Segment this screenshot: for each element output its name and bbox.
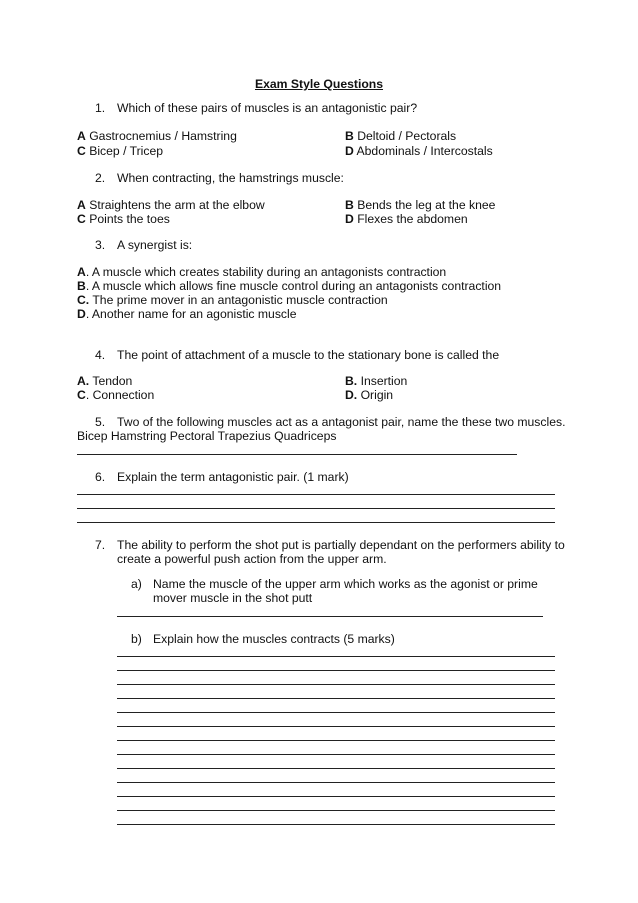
question-number: 2. bbox=[95, 171, 106, 185]
question-2 bbox=[95, 171, 344, 186]
q3-option-d: D. Another name for an agonistic muscle bbox=[77, 307, 297, 321]
question-1 bbox=[95, 101, 417, 116]
q3-option-c: C. The prime mover in an antagonistic muscle contraction bbox=[77, 293, 388, 307]
question-text: A synergist is: bbox=[117, 238, 193, 252]
question-7a bbox=[131, 577, 538, 592]
question-7-continued: create a powerful push action from the upper arm. bbox=[117, 552, 387, 566]
sub-question-text: Name the muscle of the upper arm which works as the agonist or prime bbox=[153, 577, 538, 591]
answer-line[interactable] bbox=[117, 810, 555, 811]
sub-question-text: Explain how the muscles contracts (5 marks) bbox=[153, 632, 395, 646]
question-text: The point of attachment of a muscle to the stationary bone is called the bbox=[117, 348, 500, 362]
answer-line[interactable] bbox=[77, 522, 555, 523]
question-number: 5. bbox=[95, 415, 106, 429]
question-text: When contracting, the hamstrings muscle: bbox=[117, 171, 344, 185]
q4-option-a: A. Tendon bbox=[77, 374, 133, 388]
answer-line[interactable] bbox=[77, 508, 555, 509]
answer-line[interactable] bbox=[117, 698, 555, 699]
q2-option-c: C Points the toes bbox=[77, 212, 170, 226]
question-number: 1. bbox=[95, 101, 106, 115]
q1-option-b: B Deltoid / Pectorals bbox=[345, 129, 457, 143]
sub-question-number: b) bbox=[131, 632, 142, 646]
answer-line[interactable] bbox=[117, 754, 555, 755]
answer-line[interactable] bbox=[117, 824, 555, 825]
question-number: 6. bbox=[95, 470, 106, 484]
question-4 bbox=[95, 348, 499, 363]
question-number: 4. bbox=[95, 348, 106, 362]
q1-option-d: D Abdominals / Intercostals bbox=[345, 144, 493, 158]
question-5 bbox=[95, 415, 565, 430]
question-7 bbox=[95, 538, 565, 553]
answer-line[interactable] bbox=[117, 616, 543, 617]
q3-option-b: B. A muscle which allows fine muscle control during an antagonists contraction bbox=[77, 279, 502, 293]
answer-line[interactable] bbox=[117, 684, 555, 685]
question-text: Which of these pairs of muscles is an antagonistic pair? bbox=[117, 101, 418, 115]
q4-option-d: D. Origin bbox=[345, 388, 394, 402]
question-3 bbox=[95, 238, 192, 253]
q4-option-c: C. Connection bbox=[77, 388, 155, 402]
answer-line[interactable] bbox=[117, 656, 555, 657]
question-number: 3. bbox=[95, 238, 106, 252]
muscle-list: Bicep Hamstring Pectoral Trapezius Quadriceps bbox=[77, 429, 337, 443]
answer-line[interactable] bbox=[117, 796, 555, 797]
question-text: Explain the term antagonistic pair. (1 mark) bbox=[117, 470, 349, 484]
answer-line[interactable] bbox=[117, 712, 555, 713]
q1-option-a: A Gastrocnemius / Hamstring bbox=[77, 129, 237, 143]
q1-option-c: C Bicep / Tricep bbox=[77, 144, 164, 158]
answer-line[interactable] bbox=[117, 768, 555, 769]
q2-option-b: B Bends the leg at the knee bbox=[345, 198, 496, 212]
page-title: Exam Style Questions bbox=[254, 77, 384, 91]
question-7a-continued: mover muscle in the shot putt bbox=[153, 591, 313, 605]
answer-line[interactable] bbox=[77, 454, 517, 455]
sub-question-number: a) bbox=[131, 577, 142, 591]
question-7b bbox=[131, 632, 395, 647]
q2-option-a: A Straightens the arm at the elbow bbox=[77, 198, 265, 212]
question-text: The ability to perform the shot put is partially dependant on the performers ability to bbox=[117, 538, 565, 552]
q3-option-a: A. A muscle which creates stability during an antagonists contraction bbox=[77, 265, 447, 279]
answer-line[interactable] bbox=[117, 782, 555, 783]
answer-line[interactable] bbox=[77, 494, 555, 495]
question-text: Two of the following muscles act as a antagonist pair, name the these two muscles. bbox=[117, 415, 566, 429]
answer-line[interactable] bbox=[117, 670, 555, 671]
q4-option-b: B. Insertion bbox=[345, 374, 408, 388]
question-number: 7. bbox=[95, 538, 106, 552]
q2-option-d: D Flexes the abdomen bbox=[345, 212, 468, 226]
answer-line[interactable] bbox=[117, 740, 555, 741]
answer-line[interactable] bbox=[117, 726, 555, 727]
question-6 bbox=[95, 470, 349, 485]
